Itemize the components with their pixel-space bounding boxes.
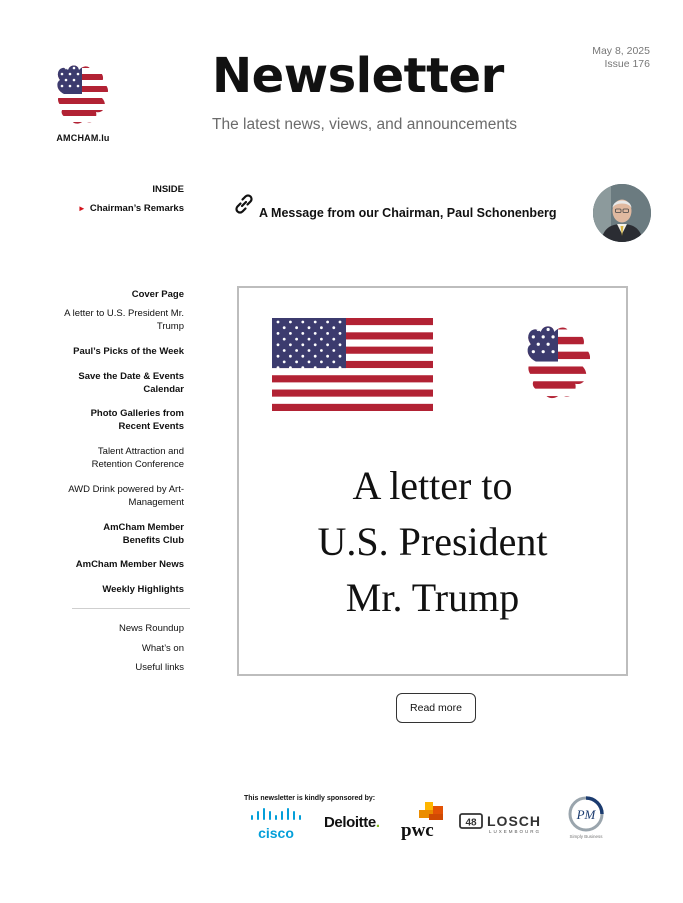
pm-logo[interactable]: [563, 794, 609, 845]
page-subtitle: The latest news, views, and announcements: [212, 116, 518, 133]
chain-link-icon[interactable]: [232, 192, 256, 221]
deloitte-logo[interactable]: [324, 814, 380, 831]
sidebar-extra-link[interactable]: Useful links: [135, 662, 184, 673]
sidebar-item[interactable]: Save the Date & Events Calendar: [78, 371, 184, 395]
pm-tagline: Simply Business: [569, 834, 603, 839]
losch-wordmark: LOSCH: [487, 813, 541, 829]
pwc-logo[interactable]: [399, 802, 447, 845]
sidebar-item[interactable]: Photo Galleries from Recent Events: [90, 408, 184, 432]
svg-text:48: 48: [465, 817, 477, 829]
losch-subtitle: LUXEMBOURG: [489, 829, 542, 834]
feature-headline: [239, 458, 626, 626]
sidebar-extra-link[interactable]: News Roundup: [119, 623, 184, 634]
sidebar-extra-link[interactable]: What’s on: [141, 643, 184, 654]
feature-line: Mr. Trump: [345, 575, 520, 620]
logo-caption: AMCHAM.lu: [56, 133, 110, 143]
cisco-wordmark: cisco: [258, 825, 294, 840]
lion-flag-icon: [52, 62, 112, 130]
sidebar-divider: [72, 608, 190, 609]
chairman-message-link[interactable]: A Message from our Chairman, Paul Schonenberg: [259, 206, 557, 220]
sponsor-caption: This newsletter is kindly sponsored by:: [244, 795, 376, 802]
arrow-right-icon: ►: [77, 204, 86, 213]
us-flag-icon: [272, 318, 433, 416]
issue-date: May 8, 2025: [592, 45, 650, 57]
sidebar-item[interactable]: AWD Drink powered by Art-Management: [68, 484, 184, 508]
inside-current-item[interactable]: [44, 203, 184, 216]
sidebar-item[interactable]: A letter to U.S. President Mr. Trump: [64, 308, 184, 332]
sidebar-item[interactable]: AmCham Member Benefits Club: [103, 522, 184, 546]
pwc-wordmark: pwc: [401, 820, 434, 840]
read-more-button[interactable]: Read more: [396, 693, 476, 723]
amcham-logo: [52, 62, 114, 135]
inside-current-label: Chairman’s Remarks: [89, 203, 184, 214]
issue-number: Issue 176: [604, 58, 650, 70]
sidebar-item[interactable]: AmCham Member News: [75, 559, 184, 570]
cisco-logo[interactable]: [250, 808, 308, 845]
chairman-avatar[interactable]: [593, 184, 651, 242]
sidebar-item[interactable]: Paul’s Picks of the Week: [73, 346, 184, 357]
pm-monogram: PM: [576, 807, 596, 822]
feature-line: A letter to: [352, 463, 513, 508]
losch-logo[interactable]: [459, 812, 551, 839]
amcham-lion-icon: [521, 321, 595, 412]
feature-line: U.S. President: [317, 519, 548, 564]
inside-label: INSIDE: [152, 184, 184, 195]
sidebar-item[interactable]: Talent Attraction and Retention Conference: [91, 446, 184, 470]
deloitte-wordmark: Deloitte: [324, 814, 376, 831]
sidebar-item[interactable]: Cover Page: [131, 289, 184, 300]
sidebar-item[interactable]: Weekly Highlights: [102, 584, 184, 595]
issue-date-block: [592, 45, 650, 71]
deloitte-dot-icon: .: [375, 814, 380, 831]
feature-card[interactable]: [237, 286, 628, 676]
page-title: Newsletter: [212, 48, 504, 104]
